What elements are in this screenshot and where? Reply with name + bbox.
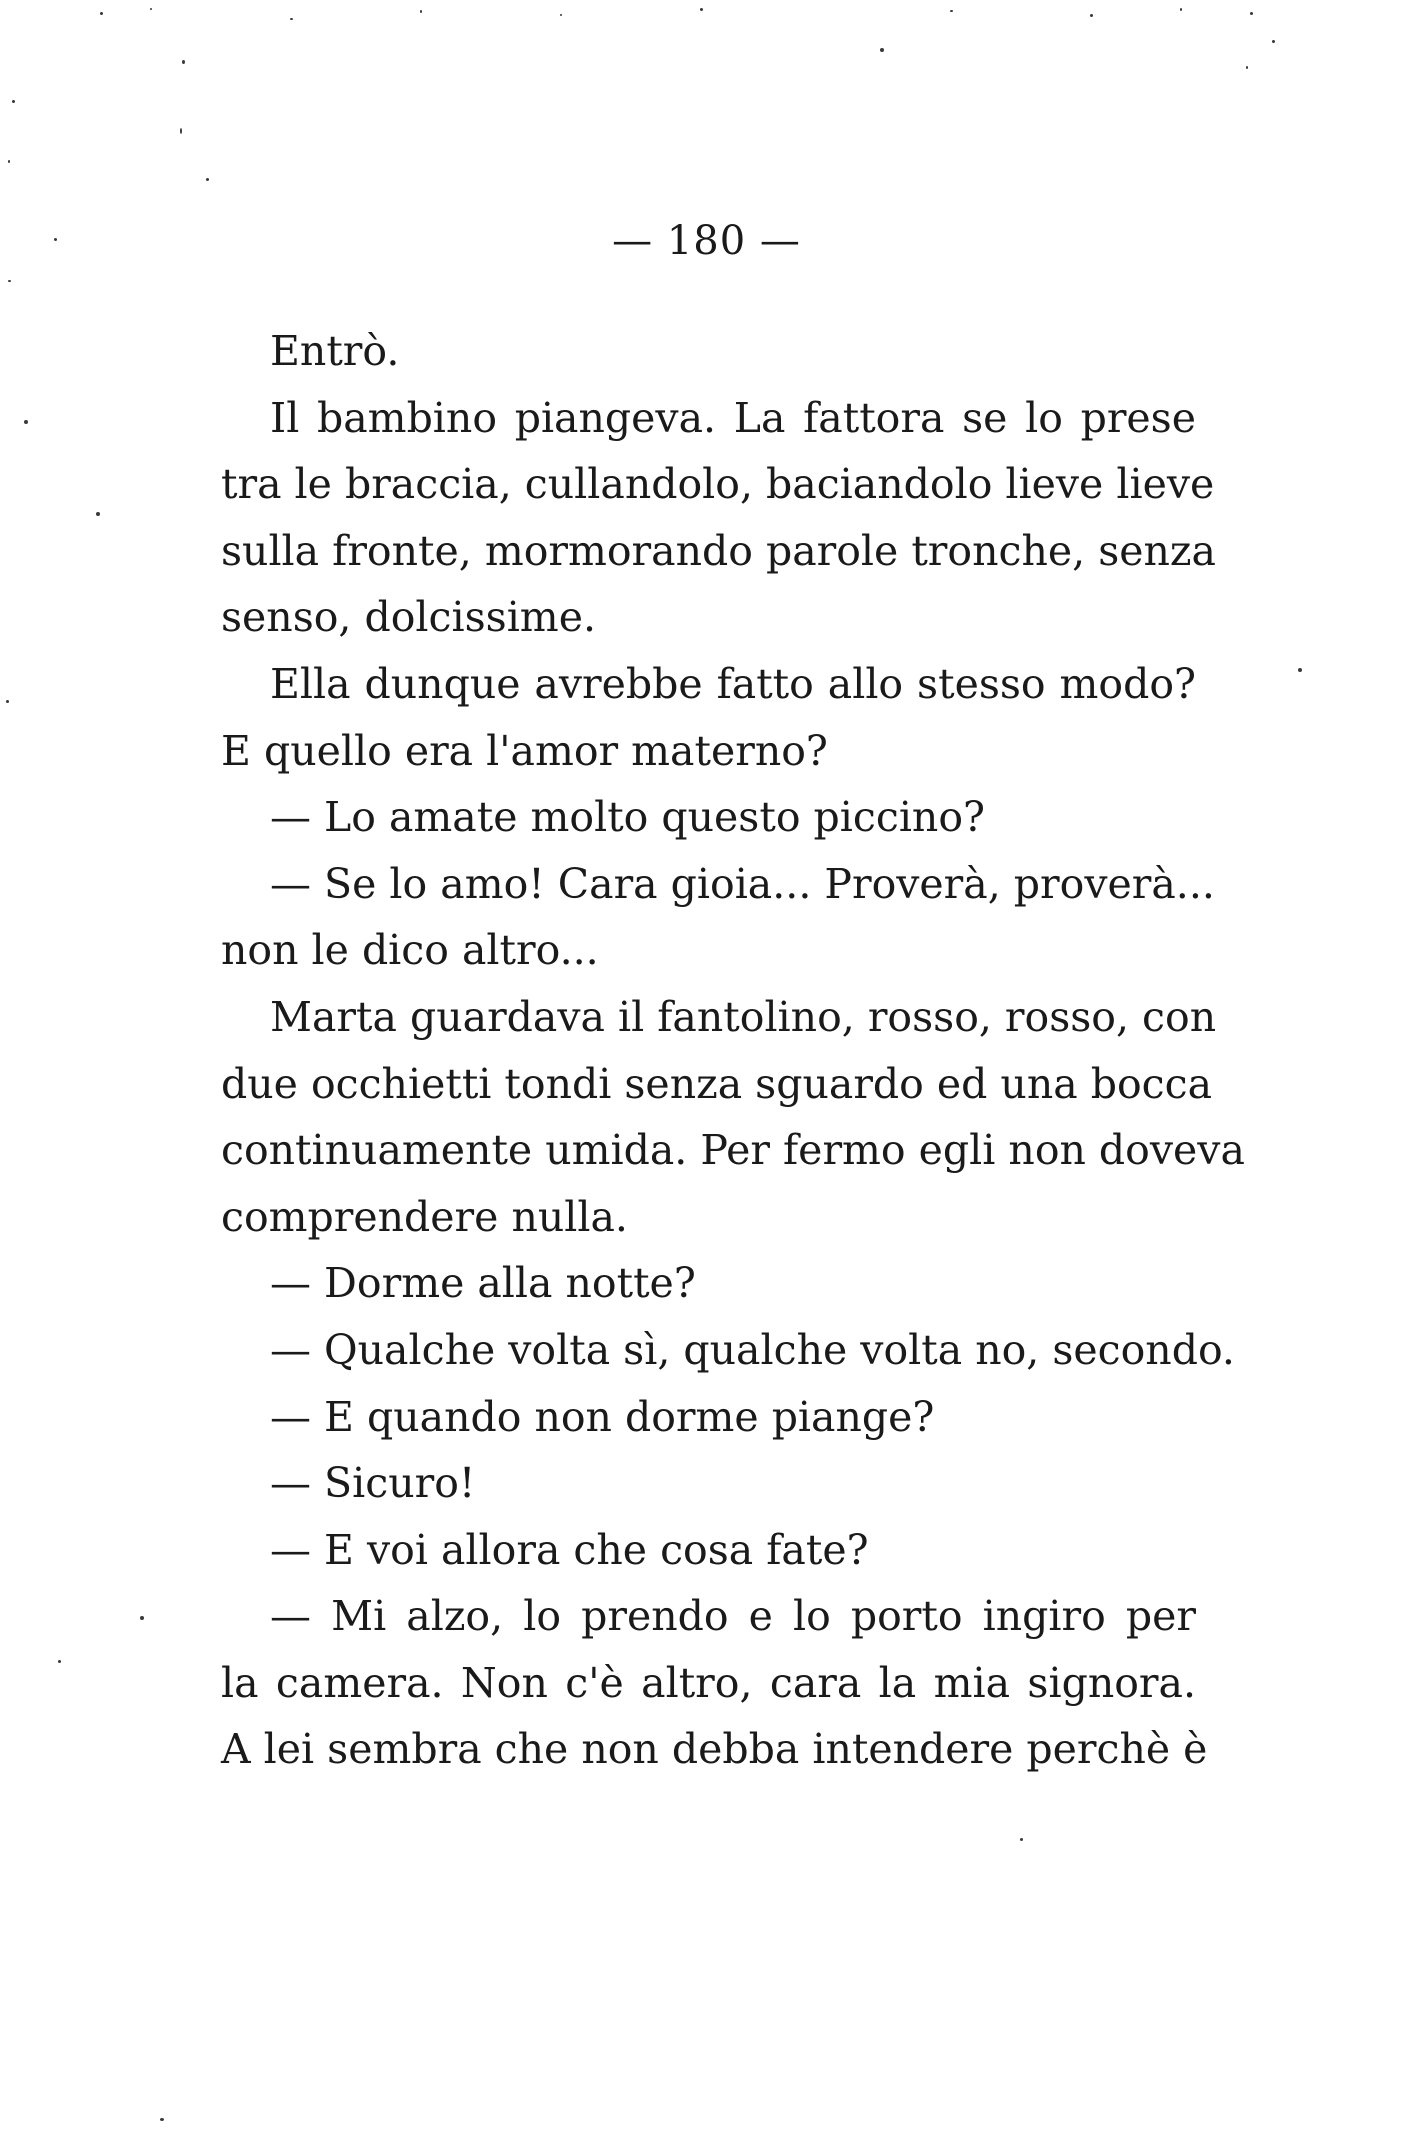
scan-speck xyxy=(1180,8,1182,11)
scan-speck xyxy=(140,1616,144,1620)
scan-speck xyxy=(1298,668,1302,672)
text-line: sulla fronte, mormorando parole tronche, senza xyxy=(221,526,1216,575)
text-line: Il bambino piangeva. La fattora se lo prese xyxy=(270,393,1196,442)
text-line: — Se lo amo! Cara gioia... Proverà, proverà... xyxy=(270,859,1215,908)
text-line: — Lo amate molto questo piccino? xyxy=(270,793,985,842)
text-line: — E quando non dorme piange? xyxy=(270,1392,935,1441)
text-line: due occhietti tondi senza sguardo ed una bocca xyxy=(221,1059,1213,1108)
text-line: — Mi alzo, lo prendo e lo porto ingiro per xyxy=(270,1592,1196,1641)
scan-speck xyxy=(8,280,11,282)
scan-speck xyxy=(880,48,884,52)
text-line: continuamente umida. Per fermo egli non doveva xyxy=(221,1126,1245,1175)
text-line: Marta guardava il fantolino, rosso, rosso, con xyxy=(270,992,1217,1041)
text-line: non le dico altro... xyxy=(221,926,599,975)
scan-speck xyxy=(206,178,209,181)
scan-speck xyxy=(24,420,28,424)
text-line: — Dorme alla notte? xyxy=(270,1259,696,1308)
text-line: Entrò. xyxy=(270,327,400,375)
scan-speck xyxy=(160,2118,164,2121)
text-line: comprendere nulla. xyxy=(221,1192,628,1241)
text-line: Ella dunque avrebbe fatto allo stesso modo? xyxy=(270,659,1196,708)
text-line: senso, dolcissime. xyxy=(221,593,596,642)
scan-speck xyxy=(96,512,100,516)
scan-speck xyxy=(6,700,9,703)
text-line: tra le braccia, cullandolo, baciandolo lieve lieve xyxy=(221,460,1215,509)
scan-speck xyxy=(560,14,562,16)
scan-speck xyxy=(100,12,103,15)
scan-speck xyxy=(1090,14,1093,17)
text-line: E quello era l'amor materno? xyxy=(221,726,828,775)
text-line: A lei sembra che non debba intendere perchè è xyxy=(221,1725,1208,1774)
scan-speck xyxy=(182,60,185,64)
scan-speck xyxy=(950,10,953,12)
text-line: la camera. Non c'è altro, cara la mia signora. xyxy=(221,1658,1196,1707)
scan-speck xyxy=(290,18,293,20)
page-number: — 180 — xyxy=(612,218,801,264)
scan-speck xyxy=(58,1660,61,1663)
scan-speck xyxy=(1020,1838,1023,1841)
scan-speck xyxy=(1272,40,1275,43)
text-line: — E voi allora che cosa fate? xyxy=(270,1525,869,1574)
scan-speck xyxy=(8,160,10,163)
scan-speck xyxy=(420,10,422,13)
scan-speck xyxy=(1250,12,1253,15)
scan-speck xyxy=(700,8,703,11)
scan-speck xyxy=(1246,66,1248,69)
body-text xyxy=(221,318,1245,1783)
scan-speck xyxy=(150,8,152,10)
scan-speck xyxy=(180,128,182,134)
text-line: — Sicuro! xyxy=(270,1459,476,1508)
scan-speck xyxy=(12,100,15,103)
text-line: — Qualche volta sì, qualche volta no, secondo. xyxy=(270,1325,1235,1374)
